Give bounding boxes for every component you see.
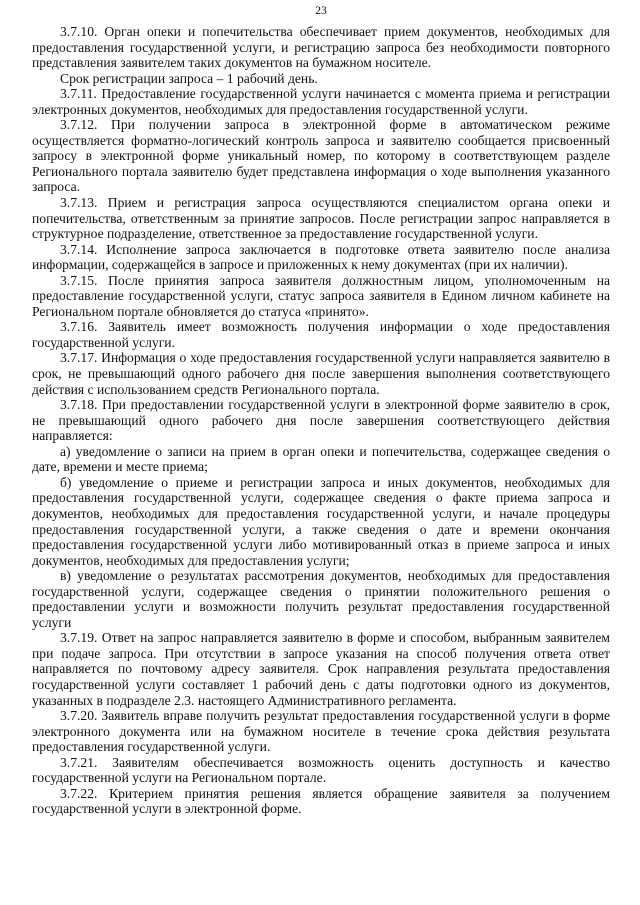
paragraph: 3.7.21. Заявителям обеспечивается возможность оценить доступность и качество государственной услуги на Региональном портале. (32, 754, 610, 786)
paragraph: 3.7.10. Орган опеки и попечительства обеспечивает прием документов, необходимых для предоставления государственной услуги, и регистрацию запроса без необходимости повторного представления заявителем таких документов на бумажном носителе. (32, 24, 610, 71)
paragraph: 3.7.20. Заявитель вправе получить результат предоставления государственной услуги в форме электронного документа или на бумажном носителе в течение срока действия результата предоставления государственной услуги. (32, 708, 610, 755)
paragraph: 3.7.13. Прием и регистрация запроса осуществляются специалистом органа опеки и попечительства, ответственным за принятие запросов. После регистрации запрос направляется в структурное подразделение, ответственное за предоставление государственной услуги. (32, 195, 610, 242)
document-body (32, 24, 610, 817)
paragraph: 3.7.14. Исполнение запроса заключается в подготовке ответа заявителю после анализа информации, содержащейся в запросе и приложенных к нему документах (при их наличии). (32, 241, 610, 273)
paragraph: Срок регистрации запроса – 1 рабочий день. (60, 70, 318, 86)
paragraph: 3.7.19. Ответ на запрос направляется заявителю в форме и способом, выбранным заявителем при подаче запроса. При отсутствии в запросе указания на способ получения ответа ответ направляется по почтовому адресу заявителя. Срок направления результата предоставления государственной услуги составляет 1 рабочий день с даты подготовки одного из документов, указанных в подразделе 2.3. настоящего Административного регламента. (32, 630, 610, 708)
paragraph: 3.7.16. Заявитель имеет возможность получения информации о ходе предоставления государственной услуги. (32, 319, 610, 350)
paragraph: 3.7.18. При предоставлении государственной услуги в электронной форме заявителю в срок, не превышающий одного рабочего дня после завершения соответствующего действия направляется: (32, 397, 610, 444)
paragraph: 3.7.15. После принятия запроса заявителя должностным лицом, уполномоченным на предоставление государственной услуги, статус запроса заявителя в Едином личном кабинете на Региональном портале обновляется до статуса «принято». (32, 272, 610, 319)
paragraph: 3.7.22. Критерием принятия решения является обращение заявителя за получением государственной услуги в электронной форме. (32, 785, 610, 817)
paragraph: б) уведомление о приеме и регистрации запроса и иных документов, необходимых для предоставления государственной услуги, содержащее сведения о факте приема запроса и документов, необходимых для предоставления государственной услуги, и начале процедуры предоставления государственной услуги, а также сведения о дате и времени окончания предоставления государственной услуги либо мотивированный отказ в приеме запроса и иных документов, необходимых для предоставления услуги; (32, 474, 610, 568)
paragraph: 3.7.17. Информация о ходе предоставления государственной услуги направляется заявителю в срок, не превышающий одного рабочего дня после завершения выполнения соответствующего действия с использованием средств Регионального портала. (32, 350, 610, 397)
page-number: 23 (315, 5, 327, 17)
paragraph: а) уведомление о записи на прием в орган опеки и попечительства, содержащее сведения о дате, времени и месте приема; (32, 443, 610, 475)
paragraph: 3.7.11. Предоставление государственной услуги начинается с момента приема и регистрации электронных документов, необходимых для предоставления государственной услуги. (32, 86, 610, 117)
paragraph: 3.7.12. При получении запроса в электронной форме в автоматическом режиме осуществляется форматно-логический контроль запроса и заявителю сообщается присвоенный запросу в электронной форме уникальный номер, по которому в соответствующем разделе Регионального портала заявителю будет представлена информация о ходе выполнения указанного запроса. (32, 117, 610, 195)
paragraph: в) уведомление о результатах рассмотрения документов, необходимых для предоставления государственной услуги, содержащее сведения о принятии положительного решения о предоставлении услуги и возможности получить результат предоставления государственной услуги (32, 568, 610, 630)
